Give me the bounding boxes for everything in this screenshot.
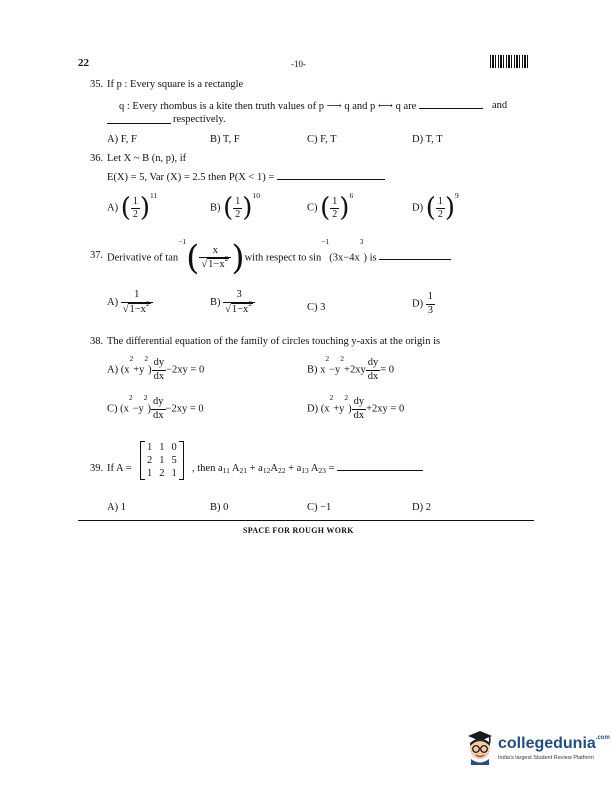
q35-option-d: D) T, T [412,134,443,145]
q35-q-statement: q : Every rhombus is a kite then truth values of p ⟶ q and p ⟷ q are [119,100,483,112]
q36-line2: E(X) = 5, Var (X) = 2.5 then P(X < 1) = [107,172,385,183]
q38-number: 38. [90,336,104,347]
q36-option-a: A) ( $\frac{1}{2}$ )$^{11}$ [107,191,158,223]
q39-prefix: If A = [107,463,132,474]
q39-matrix [140,441,184,480]
q37-option-d: D) $\frac{1}{3}$ [412,291,433,316]
implies-arrow-icon: ⟶ [326,101,342,112]
q38-option-a: A) $(x^2+y^2)$ $\frac{dy}{dx}$ −2xy = 0 [107,354,205,382]
rough-work-label: SPACE FOR ROUGH WORK [243,526,354,535]
q39-option-b: B) 0 [210,502,229,513]
q36-option-d: D) ( $\frac{1}{2}$ )$^9$ [412,191,459,223]
q36-option-b: B) ( $\frac{1}{2}$ )$^{10}$ [210,191,260,223]
q37-stem: Derivative of $\tan^{-1}$( $\frac{x}{√1-x^2}$ )with respect to $\sin^{-1}(3x-4x^3)$ is [107,241,451,275]
q39-expression: , then a11 A21 + a12A22 + a13 A23 = [192,463,423,474]
rough-work-divider [78,520,534,521]
q36-number: 36. [90,153,104,164]
q38-option-c: C) $(x^2-y^2)$ $\frac{dy}{dx}$ −2xy = 0 [107,393,204,421]
q35-respectively: respectively. [173,114,226,125]
q35-option-a: A) F, F [107,134,137,145]
q35-blank-2 [107,123,171,124]
q39-option-c: C) −1 [307,502,332,513]
q35-option-b: B) T, F [210,134,240,145]
q38-option-d: D) $(x^2+y^2)$ $\frac{dy}{dx}$ +2xy = 0 [307,393,405,421]
matrix-row-3: 1 2 1 [147,468,177,479]
sqrt-icon: √ [122,303,129,315]
q39-option-d: D) 2 [412,502,431,513]
q38-option-b: B) $x^2-y^2+2xy$ $\frac{dy}{dx}$ = 0 [307,354,395,382]
q37-option-b: B) $\frac{3}{√1-x^2}$ [210,290,255,315]
barcode [490,55,530,68]
q35-option-c: C) F, T [307,134,337,145]
q35-number: 35. [90,79,104,90]
sqrt-icon: √ [201,259,208,270]
brand-tagline: India's largest Student Review Platform [498,755,594,761]
q36-option-c: C) ( $\frac{1}{2}$ )$^6$ [307,191,354,223]
matrix-row-2: 2 1 5 [147,455,177,466]
q36-line1: Let X ~ B (n, p), if [107,153,187,164]
q38-stem: The differential equation of the family of circles touching y-axis at the origin is [107,336,441,347]
q37-option-c: C) 3 [307,302,326,313]
q35-and: and [492,100,508,111]
q37-option-a: A) $\frac{1}{√1-x^2}$ [107,290,153,315]
student-mascot-icon [462,728,498,766]
q39-number: 39. [90,463,104,474]
brand-name: collegedunia$^{.com}$ [498,735,610,752]
q37-number: 37. [90,250,104,261]
biconditional-arrow-icon: ⟷ [377,101,393,112]
q35-p-statement: If p : Every square is a rectangle [107,79,244,90]
page-number: 22 [78,57,89,69]
sheet-label: -10- [291,59,306,69]
matrix-row-1: 1 1 0 [147,442,177,453]
sqrt-icon: √ [225,303,231,315]
brand-logo [462,728,498,771]
q39-option-a: A) 1 [107,502,126,513]
